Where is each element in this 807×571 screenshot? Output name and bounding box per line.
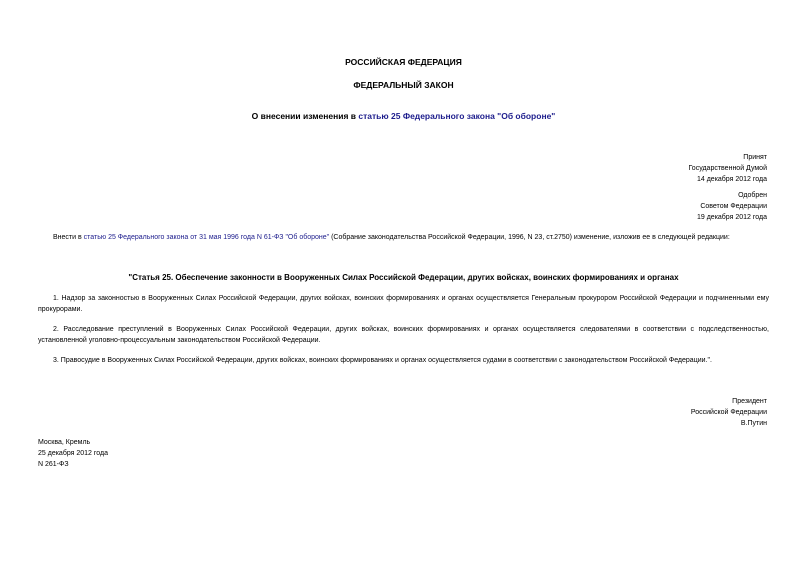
approval-line-3: 19 декабря 2012 года — [696, 214, 767, 221]
footer-date: 25 декабря 2012 года — [38, 450, 109, 457]
article-paragraph-2 — [38, 324, 769, 346]
signature-line-2: Российской Федерации — [690, 409, 767, 416]
approval-block — [697, 190, 767, 223]
article-title: "Статья 25. Обеспечение законности в Вооруженных Силах Российской Федерации, других войсках, воинских формированиях и органах — [128, 273, 679, 282]
article-paragraph-1-text: 1. Надзор за законностью в Вооруженных Силах Российской Федерации, других войсках, воинских формированиях и органах осуществляется Генеральным прокурором Российской Федерации и подчиненными ему прокурорами. — [38, 295, 769, 313]
law-type-heading: ФЕДЕРАЛЬНЫЙ ЗАКОН — [353, 80, 454, 90]
approval-line-2: Советом Федерации — [700, 203, 767, 210]
signature-line-1: Президент — [732, 398, 767, 405]
law-title-prefix: О внесении изменения в — [251, 111, 359, 121]
footer-place: Москва, Кремль — [38, 439, 91, 446]
intro-suffix: (Собрание законодательства Российской Федерации, 1996, N 23, ст.2750) изменение, изложив ее в следующей редакции: — [329, 234, 730, 241]
article-paragraph-2-text: 2. Расследование преступлений в Вооруженных Силах Российской Федерации, других войсках, воинских формированиях и органах осуществляется следователями в соответствии с подследственностью, установленной уголовно-процессуальным законодательством Российской Федерации. — [38, 326, 769, 344]
article-paragraph-3 — [38, 355, 769, 366]
signature-block — [691, 396, 767, 429]
adoption-line-3: 14 декабря 2012 года — [696, 176, 767, 183]
adoption-line-1: Принят — [743, 154, 767, 161]
article-paragraph-1 — [38, 293, 769, 315]
intro-paragraph — [53, 232, 769, 243]
article-paragraph-3-text: 3. Правосудие в Вооруженных Силах Российской Федерации, других войсках, воинских формированиях и органах осуществляется судами в соответствии с законодательством Российской Федерации.". — [53, 357, 712, 364]
law-title-link[interactable]: статью 25 Федерального закона "Об обороне" — [358, 111, 556, 121]
signature-line-3: В.Путин — [740, 420, 767, 427]
country-heading: РОССИЙСКАЯ ФЕДЕРАЦИЯ — [345, 57, 462, 67]
adoption-line-2: Государственной Думой — [688, 165, 767, 172]
adoption-block — [688, 152, 767, 185]
intro-link[interactable]: статью 25 Федерального закона от 31 мая 1996 года N 61-ФЗ "Об обороне" — [83, 234, 330, 241]
intro-prefix: Внести в — [53, 234, 84, 241]
footer-block — [38, 437, 108, 470]
law-title — [0, 111, 807, 121]
approval-line-1: Одобрен — [738, 192, 767, 199]
footer-number: N 261-ФЗ — [38, 461, 69, 468]
